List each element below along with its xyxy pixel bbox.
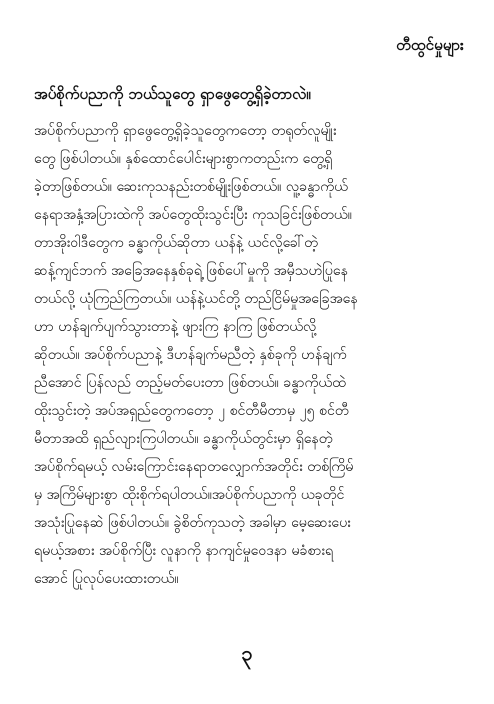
running-header: တီထွင်မှုများ	[396, 36, 464, 54]
body-line: အောင် ပြုလုပ်ပေးထားတယ်။	[34, 571, 179, 587]
body-line: ထိုးသွင်းတဲ့ အပ်အရှည်တွေကတော့ ၂ စင်တီမီတာမှ ၂၅ စင်တီ	[34, 403, 349, 419]
body-line: တာအိုးဝါဒီတွေက ခန္ဓာကိုယ်ဆိုတာ ယန်နဲ့ ယင်လို့ခေါ်တဲ့	[34, 235, 318, 251]
section-heading: အပ်စိုက်ပညာကို ဘယ်သူတွေ ရှာဖွေတွေ့ရှိခဲ့တာလဲ။	[34, 85, 311, 103]
body-line: တွေ ဖြစ်ပါတယ်။ နှစ်ထောင်ပေါင်းများစွာကတည်းက တွေ့ရှိ	[34, 151, 333, 167]
body-line: အသုံးပြုနေဆဲ ဖြစ်ပါတယ်။ ခွဲစိတ်ကုသတဲ့ အခါမှာ မေ့ဆေးပေး	[34, 515, 351, 531]
body-line: နေရာအနှံ့အပြားထဲကို အပ်တွေထိုးသွင်းပြီး ကုသခြင်းဖြစ်တယ်။	[34, 207, 352, 223]
body-line: ဆိုတယ်။ အပ်စိုက်ပညာနဲ့ ဒီဟန်ချက်မညီတဲ့ နှစ်ခုကို ဟန်ချက်	[34, 347, 347, 363]
body-line: ဆန့်ကျင်ဘက် အခြေအနေနှစ်ခုရဲ့ ဖြစ်ပေါ်မှုကို အမှီသဟဲပြုနေ	[34, 263, 348, 279]
body-line: အပ်စိုက်ရမယ့် လမ်းကြောင်းနေရာတလျှောက်အတိုင်း တစ်ကြိမ်	[34, 459, 354, 475]
body-line: မှ အကြိမ်များစွာ ထိုးစိုက်ရပါတယ်။အပ်စိုက်ပညာကို ယခုတိုင်	[34, 487, 345, 503]
body-line: မီတာအထိ ရှည်လျားကြပါတယ်။ ခန္ဓာကိုယ်တွင်းမှာ ရှိနေတဲ့	[34, 431, 333, 447]
body-line: တယ်လို့ ယုံကြည်ကြတယ်။ ယန်နဲ့ယင်တို့ တည်ငြိမ်မှုအခြေအနေ	[34, 291, 358, 307]
body-line: အပ်စိုက်ပညာကို ရှာဖွေတွေ့ရှိခဲ့သူတွေကတော့ တရုတ်လူမျိုး	[34, 123, 337, 139]
body-line: ညီအောင် ပြန်လည် တည့်မတ်ပေးတာ ဖြစ်တယ်။ ခန္ဓာကိုယ်ထဲ	[34, 375, 346, 391]
body-paragraph	[34, 117, 468, 593]
body-line: ရမယ့်အစား အပ်စိုက်ပြီး လူနာကို နာကျင်မှုဝေဒနာ မခံစားရ	[34, 543, 334, 559]
page-number: ၃	[241, 641, 253, 665]
body-line: ခဲ့တာဖြစ်တယ်။ ဆေးကုသနည်းတစ်မျိုးဖြစ်တယ်။ လူ့ခန္ဓာကိုယ်	[34, 179, 348, 195]
body-line: ဟာ ဟန်ချက်ပျက်သွားတာနဲ့ ဖျားကြ နာကြ ဖြစ်တယ်လို့	[34, 319, 317, 335]
